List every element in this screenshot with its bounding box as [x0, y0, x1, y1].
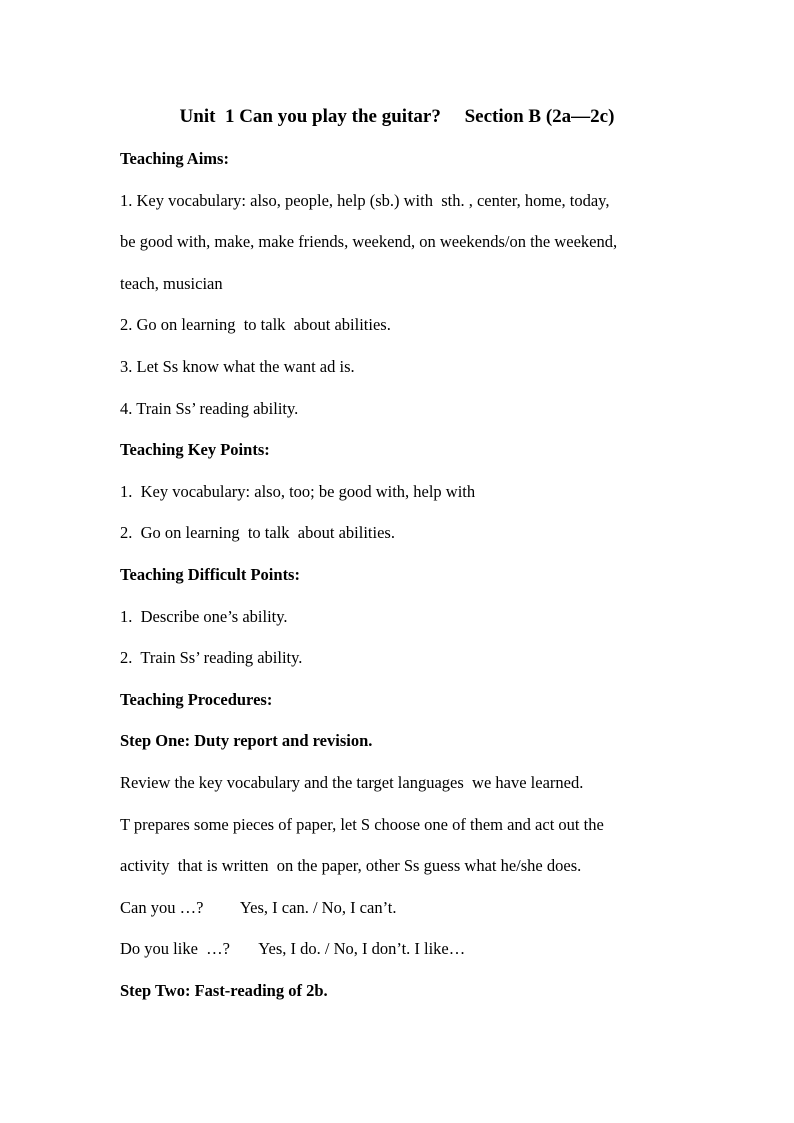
step-one-text-1: Review the key vocabulary and the target languages we have learned. — [120, 773, 584, 792]
aims-item-3: 3. Let Ss know what the want ad is. — [120, 357, 355, 376]
dialogue-line-1: Can you …? Yes, I can. / No, I can’t. — [120, 898, 397, 917]
page-title: Unit 1 Can you play the guitar? Section B (2a—2c) — [179, 106, 615, 127]
aims-item-1-line-2: be good with, make, make friends, weekend, on weekends/on the weekend, — [120, 232, 618, 251]
key-point-2: 2. Go on learning to talk about abilities. — [120, 523, 395, 542]
step-two-heading: Step Two: Fast-reading of 2b. — [120, 981, 328, 1000]
key-point-1: 1. Key vocabulary: also, too; be good with, help with — [120, 482, 476, 501]
aims-item-2: 2. Go on learning to talk about abilities. — [120, 315, 391, 334]
aims-item-1-line-3: teach, musician — [120, 274, 223, 293]
heading-procedures: Teaching Procedures: — [120, 690, 273, 709]
step-one-text-3: activity that is written on the paper, other Ss guess what he/she does. — [120, 856, 582, 875]
heading-teaching-aims: Teaching Aims: — [120, 149, 229, 168]
step-one-text-2: T prepares some pieces of paper, let S choose one of them and act out the — [120, 815, 604, 834]
aims-item-4: 4. Train Ss’ reading ability. — [120, 399, 299, 418]
step-one-heading: Step One: Duty report and revision. — [120, 731, 373, 750]
heading-key-points: Teaching Key Points: — [120, 440, 270, 459]
heading-difficult-points: Teaching Difficult Points: — [120, 565, 300, 584]
dialogue-line-2: Do you like …? Yes, I do. / No, I don’t. I like… — [120, 939, 466, 958]
aims-item-1-line-1: 1. Key vocabulary: also, people, help (sb.) with sth. , center, home, today, — [120, 191, 610, 210]
difficult-point-1: 1. Describe one’s ability. — [120, 607, 288, 626]
difficult-point-2: 2. Train Ss’ reading ability. — [120, 648, 303, 667]
